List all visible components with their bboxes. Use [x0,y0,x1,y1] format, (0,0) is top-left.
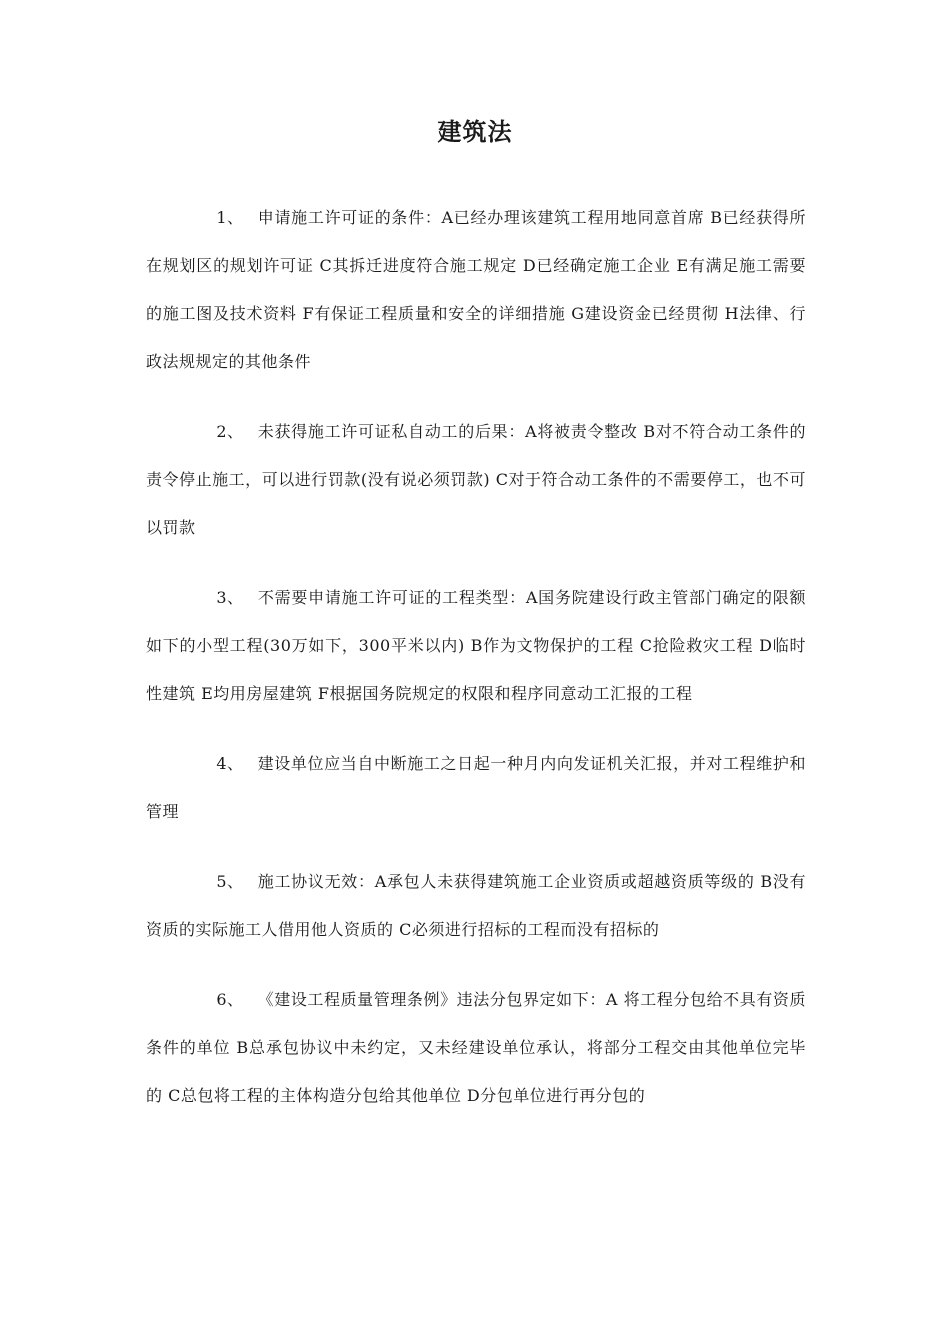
paragraph-text: 未获得施工许可证私自动工的后果：A将被责令整改 B对不符合动工条件的责令停止施工，可以进行罚款(没有说必须罚款) C对于符合动工条件的不需要停工，也不可以罚款 [146,422,806,537]
paragraph-number: 3、 [216,588,244,607]
paragraph-number: 6、 [216,990,244,1009]
paragraph-text: 《建设工程质量管理条例》违法分包界定如下：A 将工程分包给不具有资质条件的单位 B总承包协议中未约定，又未经建设单位承认，将部分工程交由其他单位完毕的 C总包将工程的主体构造分包给其他单位 D分包单位进行再分包的 [146,990,806,1105]
paragraph-number: 5、 [216,872,244,891]
document-body [146,194,806,1142]
paragraph-number: 2、 [216,422,244,441]
paragraph-text: 施工协议无效：A承包人未获得建筑施工企业资质或超越资质等级的 B没有资质的实际施工人借用他人资质的 C必须进行招标的工程而没有招标的 [146,872,806,939]
paragraph-number: 4、 [216,754,244,773]
paragraph-text: 建设单位应当自中断施工之日起一种月内向发证机关汇报，并对工程维护和管理 [146,754,806,821]
paragraph-2 [146,408,806,552]
paragraph-text: 申请施工许可证的条件：A已经办理该建筑工程用地同意首席 B已经获得所在规划区的规划许可证 C其拆迁进度符合施工规定 D已经确定施工企业 E有满足施工需要的施工图及技术资料 F有保证工程质量和安全的详细措施 G建设资金已经贯彻 H法律、行政法规规定的其他条件 [146,208,806,371]
paragraph-number: 1、 [216,208,244,227]
document-title: 建筑法 [437,118,513,146]
paragraph-5 [146,858,806,954]
paragraph-3 [146,574,806,718]
paragraph-text: 不需要申请施工许可证的工程类型：A国务院建设行政主管部门确定的限额如下的小型工程(30万如下，300平米以内) B作为文物保护的工程 C抢险救灾工程 D临时性建筑 E均用房屋建筑 F根据国务院规定的权限和程序同意动工汇报的工程 [146,588,806,703]
paragraph-1 [146,194,806,386]
paragraph-4 [146,740,806,836]
paragraph-6 [146,976,806,1120]
